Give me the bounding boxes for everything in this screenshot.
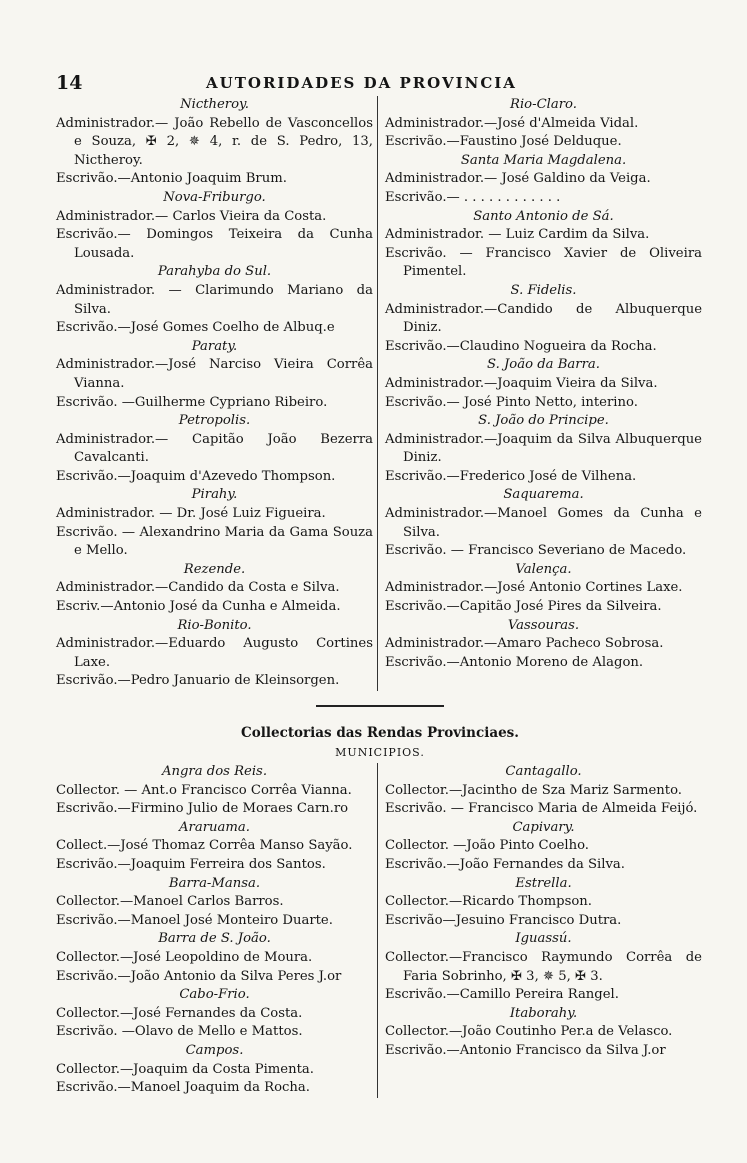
authority-entry [56, 819, 373, 875]
authority-entry [385, 282, 702, 356]
authority-entry [56, 875, 373, 931]
authority-entry [56, 1042, 373, 1098]
section-divider [316, 705, 444, 707]
authority-entry [385, 875, 702, 931]
official-line: Escrivão.—Camillo Pereira Rangel. [385, 987, 619, 1003]
authority-entry [56, 412, 373, 486]
authority-entry [385, 152, 702, 208]
place-name: Estrella. [515, 875, 572, 891]
official-line: Administrador.—Joaquim da Silva Albuquerque Diniz. [385, 431, 702, 466]
official-line: Collector.—Ricardo Thompson. [385, 894, 592, 910]
authority-entry [385, 208, 702, 282]
place-name: Rio-Claro. [510, 97, 577, 112]
authority-entry [56, 96, 373, 189]
official-line: Administrador.—José d'Almeida Vidal. [385, 115, 639, 131]
place-name: Nova-Friburgo. [163, 189, 266, 205]
official-line: Collector.—Francisco Raymundo Corrêa de Faria Sobrinho, ✠ 3, ✵ 5, ✠ 3. [385, 949, 702, 984]
bottom-section [56, 763, 704, 1098]
authority-entry [385, 96, 702, 152]
official-line: Collector. —João Pinto Coelho. [385, 838, 589, 854]
place-name: Petropolis. [178, 413, 251, 429]
section-subtitle: MUNICIPIOS. [335, 746, 425, 759]
official-line: Escrivão.— . . . . . . . . . . . . [385, 189, 561, 205]
place-name: Campos. [185, 1042, 244, 1058]
official-line: Escrivão. — Francisco Xavier de Oliveira Pimentel. [385, 245, 702, 280]
authority-entry [385, 763, 702, 819]
authority-entry [385, 356, 702, 412]
place-name: Rezende. [183, 561, 246, 577]
official-line: Escrivão.—Antonio Joaquim Brum. [56, 171, 287, 187]
place-name: S. João do Principe. [478, 413, 609, 429]
authority-entry [385, 617, 702, 673]
official-line: Administrador.— João Rebello de Vasconcellos e Souza, ✠ 2, ✵ 4, r. de S. Pedro, 13, Nictheroy. [56, 115, 373, 168]
place-name: Santa Maria Magdalena. [460, 152, 627, 168]
official-line: Escrivão.—Joaquim d'Azevedo Thompson. [56, 468, 336, 484]
place-name: Barra-Mansa. [168, 875, 261, 891]
official-line: Escrivão.—Capitão José Pires da Silveira. [385, 599, 662, 615]
official-line: Escrivão.—José Gomes Coelho de Albuq.e [56, 320, 335, 336]
authority-entry [385, 819, 702, 875]
top-left-column [56, 96, 378, 691]
authority-entry [385, 486, 702, 560]
official-line: Escrivão.—Antonio Francisco da Silva J.or [385, 1042, 666, 1058]
official-line: Administrador.—José Antonio Cortines Laxe. [385, 580, 683, 596]
official-line: Escrivão.—Claudino Nogueira da Rocha. [385, 338, 657, 354]
bottom-right-column [378, 763, 702, 1098]
authority-entry [56, 930, 373, 986]
authority-entry [385, 1005, 702, 1061]
official-line: Escrivão.—Manoel José Monteiro Duarte. [56, 912, 333, 928]
place-name: Barra de S. João. [158, 931, 271, 947]
place-name: Nictheroy. [180, 97, 249, 112]
place-name: Cantagallo. [505, 764, 582, 779]
official-line: Collector.—Manoel Carlos Barros. [56, 894, 284, 910]
running-title: AUTORIDADES DA PROVINCIA [206, 74, 517, 92]
bottom-left-column [56, 763, 378, 1098]
place-name: Cabo-Frio. [179, 987, 250, 1003]
official-line: Administrador.—Joaquim Vieira da Silva. [385, 375, 658, 391]
place-name: Capivary. [512, 819, 575, 835]
official-line: Escrivão.—Antonio Moreno de Alagon. [385, 654, 644, 670]
official-line: Collector.—Joaquim da Costa Pimenta. [56, 1061, 314, 1077]
place-name: Santo Antonio de Sá. [473, 208, 614, 224]
place-name: Pirahy. [191, 487, 238, 503]
place-name: Araruama. [179, 819, 250, 835]
authority-entry [56, 986, 373, 1042]
official-line: Administrador.— José Galdino da Veiga. [385, 171, 651, 187]
official-line: Collector.—João Coutinho Per.a de Velasco. [385, 1024, 673, 1040]
place-name: S. Fidelis. [510, 282, 577, 298]
official-line: Administrador.— Capitão João Bezerra Cavalcanti. [56, 431, 373, 466]
page-header [56, 70, 704, 96]
official-line: Escrivão. — Alexandrino Maria da Gama Souza e Mello. [56, 524, 373, 559]
place-name: Paraty. [191, 338, 238, 354]
official-line: Escrivão—Jesuino Francisco Dutra. [385, 912, 622, 928]
official-line: Escrivão. — Francisco Severiano de Macedo. [385, 543, 687, 559]
official-line: Escrivão.—João Antonio da Silva Peres J.or [56, 968, 342, 984]
place-name: Valença. [515, 561, 572, 577]
authority-entry [56, 617, 373, 691]
authority-entry [385, 412, 702, 486]
official-line: Escrivão. —Olavo de Mello e Mattos. [56, 1024, 303, 1040]
official-line: Escrivão. — Francisco Maria de Almeida Feijó. [385, 801, 698, 817]
official-line: Administrador.—José Narciso Vieira Corrêa Vianna. [56, 357, 373, 391]
official-line: Collector.—Jacintho de Sza Mariz Sarmento. [385, 782, 683, 798]
official-line: Escrivão.— José Pinto Netto, interino. [385, 394, 638, 410]
authority-entry [56, 189, 373, 263]
official-line: Escrivão.—Firmino Julio de Moraes Carn.ro [56, 801, 349, 817]
official-line: Escrivão.—Frederico José de Vilhena. [385, 468, 637, 484]
official-line: Collector. — Ant.o Francisco Corrêa Vianna. [56, 782, 352, 798]
authority-entry [56, 561, 373, 617]
official-line: Escrivão.—Pedro Januario de Kleinsorgen. [56, 673, 340, 689]
authority-entry [56, 486, 373, 560]
authority-entry [56, 263, 373, 337]
official-line: Administrador. — Clarimundo Mariano da Silva. [56, 282, 373, 317]
official-line: Collector.—José Fernandes da Costa. [56, 1005, 303, 1021]
official-line: Escrivão. —Guilherme Cypriano Ribeiro. [56, 394, 328, 410]
official-line: Escrivão.—Joaquim Ferreira dos Santos. [56, 856, 326, 872]
place-name: Itaborahy. [509, 1005, 578, 1021]
official-line: Escrivão.—Manoel Joaquim da Rocha. [56, 1080, 310, 1096]
document-page [56, 70, 704, 1098]
place-name: Angra dos Reis. [161, 764, 268, 779]
official-line: Administrador.—Candido de Albuquerque Diniz. [385, 301, 702, 336]
official-line: Administrador.—Eduardo Augusto Cortines Laxe. [56, 636, 373, 670]
top-right-column [378, 96, 702, 691]
place-name: S. João da Barra. [487, 357, 600, 373]
place-name: Iguassú. [515, 931, 572, 947]
official-line: Escrivão.—João Fernandes da Silva. [385, 856, 625, 872]
official-line: Escrivão.— Domingos Teixeira da Cunha Lousada. [56, 227, 373, 261]
authority-entry [385, 561, 702, 617]
page-number: 14 [56, 72, 83, 94]
place-name: Vassouras. [507, 617, 580, 633]
place-name: Saquarema. [503, 487, 584, 503]
official-line: Administrador.—Manoel Gomes da Cunha e Silva. [385, 506, 702, 540]
top-section [56, 96, 704, 691]
official-line: Administrador. — Dr. José Luiz Figueira. [56, 506, 326, 522]
official-line: Escrivão.—Faustino José Delduque. [385, 134, 622, 150]
authority-entry [56, 338, 373, 412]
authority-entry [385, 930, 702, 1004]
authority-entry [56, 763, 373, 819]
place-name: Parahyba do Sul. [157, 264, 272, 280]
section-title: Collectorias das Rendas Provinciaes. [241, 725, 519, 741]
place-name: Rio-Bonito. [177, 617, 252, 633]
official-line: Administrador. — Luiz Cardim da Silva. [385, 227, 650, 243]
official-line: Collect.—José Thomaz Corrêa Manso Sayão. [56, 838, 353, 854]
official-line: Collector.—José Leopoldino de Moura. [56, 949, 313, 965]
official-line: Administrador.— Carlos Vieira da Costa. [56, 208, 327, 224]
official-line: Escriv.—Antonio José da Cunha e Almeida. [56, 599, 341, 615]
official-line: Administrador.—Candido da Costa e Silva. [56, 580, 340, 596]
official-line: Administrador.—Amaro Pacheco Sobrosa. [385, 636, 664, 652]
